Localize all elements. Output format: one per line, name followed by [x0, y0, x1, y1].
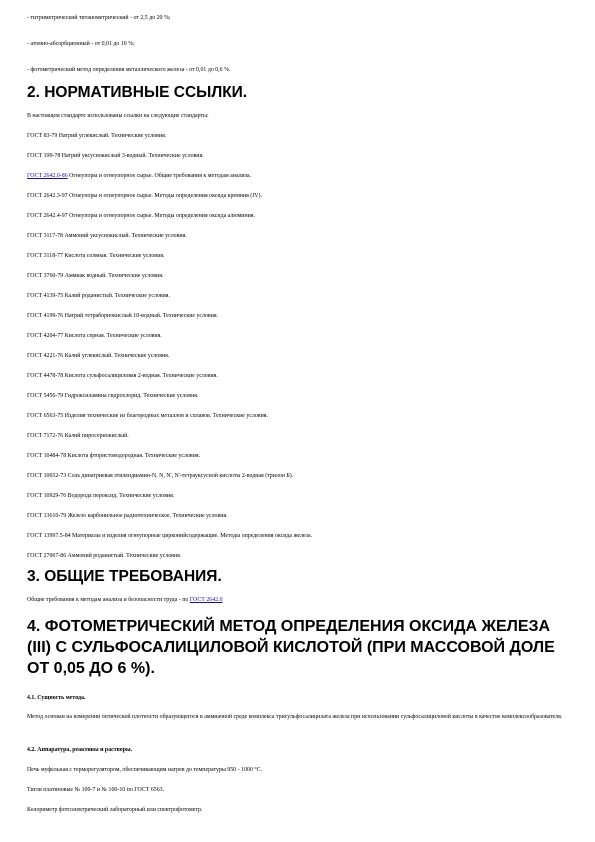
section-2-heading: 2. НОРМАТИВНЫЕ ССЫЛКИ. — [27, 84, 248, 101]
gost-2642-0-link[interactable]: ГОСТ 2642.0 — [189, 597, 223, 603]
reference-item: ГОСТ 13997.5-84 Материалы и изделия огнеупорные цирконийсодержащие. Методы определения оксида железа. — [27, 533, 313, 539]
equipment-item: Печь муфельная с терморегулятором, обеспечивающим нагрев до температуры 950 - 1000 °С. — [27, 767, 263, 773]
reference-item: ГОСТ 10484-78 Кислота фтористоводородная. Технические условия. — [27, 453, 201, 459]
reference-item: ГОСТ 4221-76 Калий углекислый. Технические условия. — [27, 353, 170, 359]
scope-bullet: - фотометрический метод определения металлического железа - от 0,01 до 0,6 %. — [27, 67, 231, 73]
reference-item: ГОСТ 7172-76 Калий пиросернокислый. — [27, 433, 129, 439]
reference-item: ГОСТ 10929-76 Водорода пероксид. Технические условия. — [27, 493, 175, 499]
reference-item: ГОСТ 6563-75 Изделия технические из благородных металлов и сплавов. Технические условия. — [27, 413, 268, 419]
section-2-intro: В настоящем стандарте использованы ссылки на следующие стандарты: — [27, 113, 209, 119]
reference-item: ГОСТ 199-78 Натрий уксуснокислый 3-водный. Технические условия. — [27, 153, 204, 159]
reference-item: ГОСТ 4139-75 Калий роданистый. Технические условия. — [27, 293, 170, 299]
reference-item: ГОСТ 2642.4-97 Огнеупоры и огнеупорное сырье. Методы определения оксида алюминия. — [27, 213, 255, 219]
section-3-heading: 3. ОБЩИЕ ТРЕБОВАНИЯ. — [27, 568, 222, 585]
reference-item: ГОСТ 83-79 Натрий углекислый. Технические условия. — [27, 133, 167, 139]
reference-item: ГОСТ 10652-73 Соль динатриевая этилендиамин-N, N, N', N'-тетрауксусной кислоты 2-водная (трилон Б). — [27, 473, 294, 479]
equipment-item: Колориметр фотоэлектрический лабораторный или спектрофотометр. — [27, 807, 203, 813]
reference-item: ГОСТ 4204-77 Кислота серная. Технические условия. — [27, 333, 162, 339]
reference-item: ГОСТ 2642.3-97 Огнеупоры и огнеупорное сырье. Методы определения оксида кремния (IV). — [27, 193, 262, 199]
gost-2642-0-link[interactable]: ГОСТ 2642.0-86 — [27, 173, 68, 179]
reference-item: ГОСТ 3118-77 Кислота соляная. Технические условия. — [27, 253, 165, 259]
section-4-heading: 4. ФОТОМЕТРИЧЕСКИЙ МЕТОД ОПРЕДЕЛЕНИЯ ОКСИДА ЖЕЛЕЗА (III) С СУЛЬФОСАЛИЦИЛОВОЙ КИСЛОТОЙ (ПРИ МАССОВОЙ ДОЛЕ ОТ 0,05 ДО 6 %). — [27, 618, 555, 677]
scope-bullet: - титриметрический титанометрический - от 2,5 до 20 %; — [27, 15, 171, 21]
reference-item: ГОСТ 3117-78 Аммоний уксуснокислый. Технические условия. — [27, 233, 187, 239]
reference-item: ГОСТ 5456-79 Гидроксиламина гидрохлорид. Технические условия. — [27, 393, 199, 399]
equipment-item: Тигли платиновые № 100-7 и № 100-10 по ГОСТ 6563. — [27, 787, 165, 793]
reference-item: ГОСТ 4478-78 Кислота сульфосалициловая 2-водная. Технические условия. — [27, 373, 218, 379]
reference-item: ГОСТ 3760-79 Аммиак водный. Технические условия. — [27, 273, 164, 279]
section-3-text: Общие требования к методам анализа и безопасности труда - по ГОСТ 2642.0 — [27, 597, 223, 603]
reference-item: ГОСТ 2642.0-86 Огнеупоры и огнеупорное сырье. Общие требования к методам анализа. — [27, 173, 252, 179]
reference-item: ГОСТ 4199-76 Натрий тетраборнокислый 10-водный. Технические условия. — [27, 313, 219, 319]
subsection-4-2-heading: 4.2. Аппаратура, реактивы и растворы. — [27, 747, 133, 753]
scope-bullet: - атомно-абсорбционный - от 0,01 до 10 %; — [27, 41, 135, 47]
subsection-4-1-heading: 4.1. Сущность метода. — [27, 695, 86, 701]
reference-item: ГОСТ 13610-79 Железо карбонильное радиотехническое. Технические условия. — [27, 513, 228, 519]
subsection-4-1-text: Метод основан на измерении оптической плотности образующегося в аммиачной среде комплекса трисульфосалицилата железа при использовании сульфосалициловой кислоты в качестве комплексообразователя. — [27, 714, 563, 720]
reference-item: ГОСТ 27067-86 Аммоний роданистый. Технические условия. — [27, 553, 182, 559]
